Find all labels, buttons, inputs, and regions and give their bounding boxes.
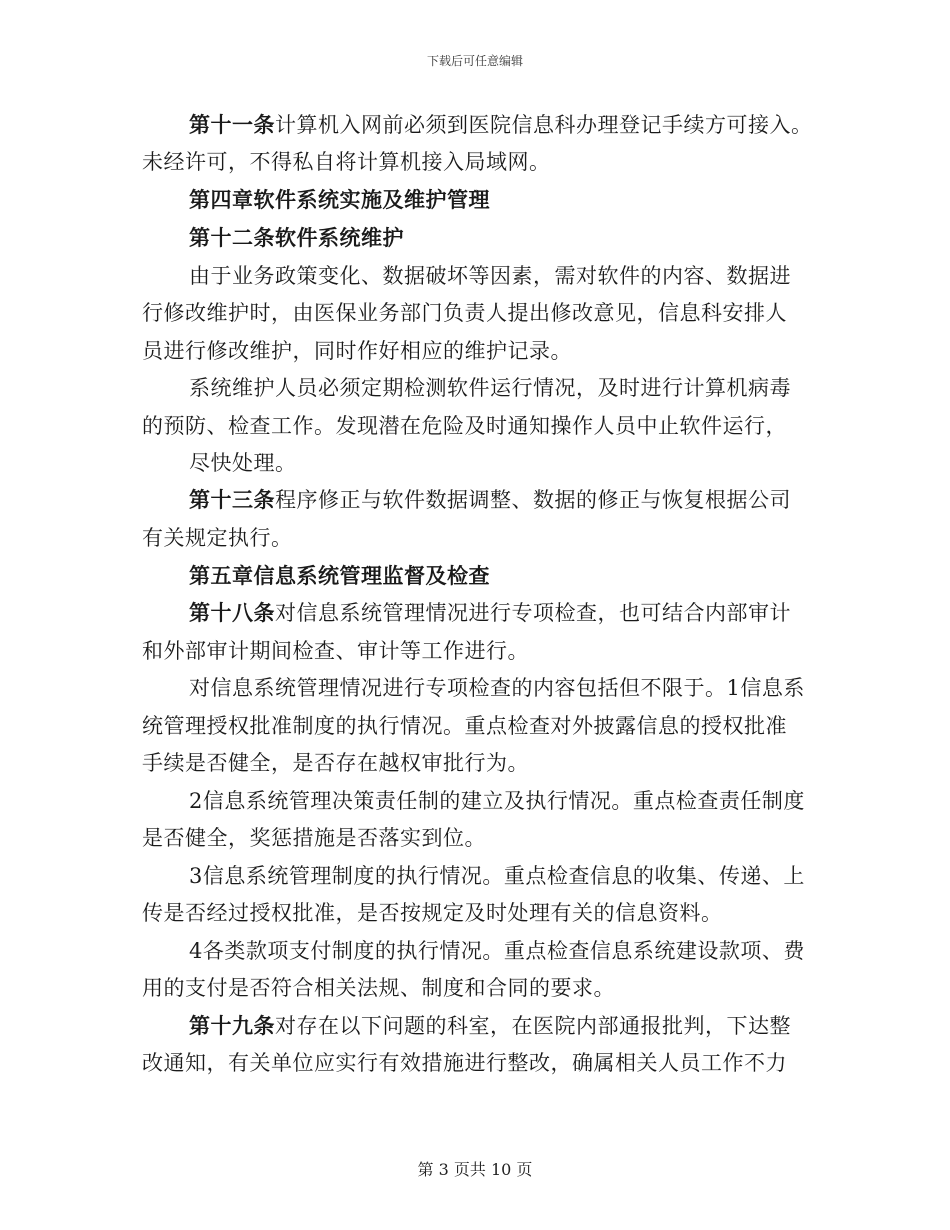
article-12-heading: 第十二条软件系统维护 [189,225,404,250]
chapter-5-heading: 第五章信息系统管理监督及检查 [189,563,490,588]
paragraph-text: 计算机入网前必须到医院信息科办理登记手续方可接入。 [275,113,813,137]
article-18-line-1 [189,598,791,628]
paragraph-line: 的预防、检查工作。发现潜在危险及时通知操作人员中止软件运行， [142,414,787,438]
paragraph-line: 对信息系统管理情况进行专项检查的内容包括但不限于。1信息系 [189,676,805,700]
paragraph-line: 2信息系统管理决策责任制的建立及执行情况。重点检查责任制度 [189,789,805,813]
paragraph-line: 员进行修改维护，同时作好相应的维护记录。 [142,339,572,363]
page-header: 下载后可任意编辑 [426,54,523,68]
paragraph-line: 4各类款项支付制度的执行情况。重点检查信息系统建设款项、费 [189,939,805,963]
chapter-4-heading: 第四章软件系统实施及维护管理 [189,187,490,212]
paragraph-line: 系统维护人员必须定期检测软件运行情况，及时进行计算机病毒 [189,376,791,400]
article-13-line-1 [189,485,791,515]
article-number: 第十九条 [189,1013,275,1038]
paragraph-line: 3信息系统管理制度的执行情况。重点检查信息的收集、传递、上 [189,864,805,888]
article-19-line-1 [189,1011,791,1041]
paragraph-line: 有关规定执行。 [142,526,293,550]
article-11-line-2: 未经许可，不得私自将计算机接入局域网。 [142,150,551,174]
paragraph-line: 传是否经过授权批准，是否按规定及时处理有关的信息资料。 [142,901,723,925]
paragraph-line: 改通知，有关单位应实行有效措施进行整改，确属相关人员工作不力 [142,1051,787,1075]
article-number: 第十八条 [189,600,275,625]
paragraph-line: 尽快处理。 [189,451,297,475]
paragraph-line: 手续是否健全，是否存在越权审批行为。 [142,751,529,775]
article-number: 第十一条 [189,112,275,137]
paragraph-line: 由于业务政策变化、数据破坏等因素，需对软件的内容、数据进 [189,264,791,288]
paragraph-line: 行修改维护时，由医保业务部门负责人提出修改意见，信息科安排人 [142,301,787,325]
paragraph-line: 统管理授权批准制度的执行情况。重点检查对外披露信息的授权批准 [142,714,787,738]
article-11-line-1 [189,110,813,140]
paragraph-text: 对存在以下问题的科室，在医院内部通报批判，下达整 [275,1014,791,1038]
paragraph-line: 是否健全，奖惩措施是否落实到位。 [142,826,486,850]
paragraph-line: 用的支付是否符合相关法规、制度和合同的要求。 [142,976,615,1000]
paragraph-line: 和外部审计期间检查、审计等工作进行。 [142,639,529,663]
paragraph-text: 对信息系统管理情况进行专项检查，也可结合内部审计 [275,601,791,625]
article-number: 第十三条 [189,487,275,512]
page-footer: 第 3 页共 10 页 [417,1160,533,1179]
paragraph-text: 程序修正与软件数据调整、数据的修正与恢复根据公司 [275,488,791,512]
